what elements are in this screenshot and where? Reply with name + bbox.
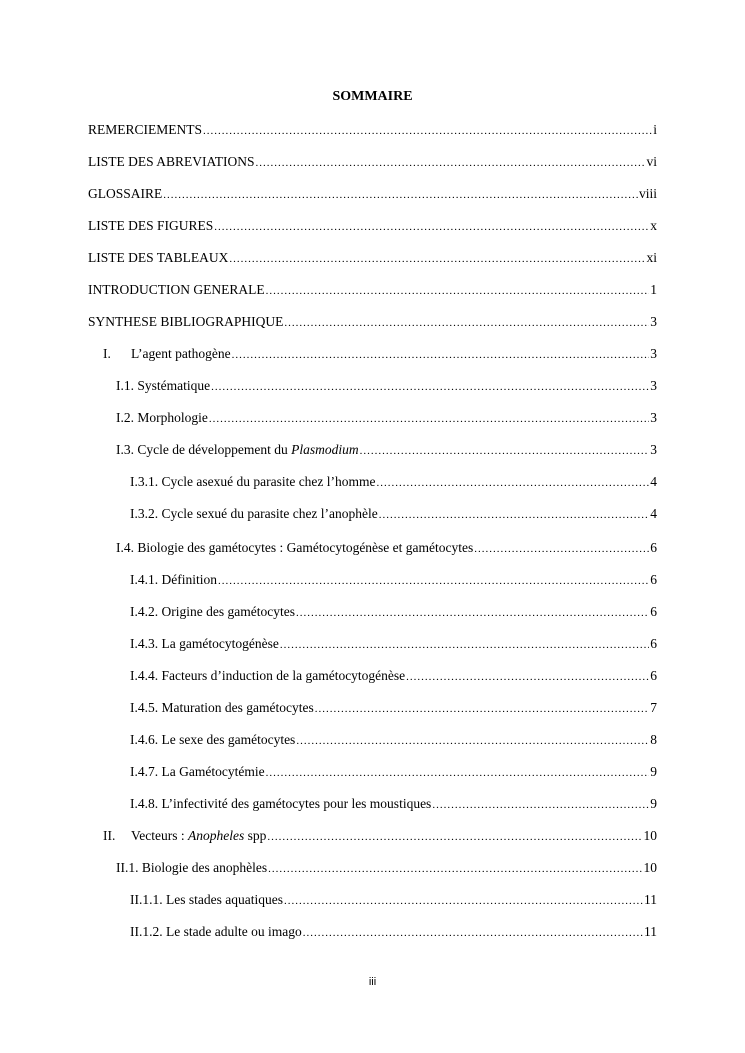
toc-entry-page-number: 11: [644, 892, 657, 907]
toc-entry-page-number: 4: [650, 474, 657, 489]
toc-entry[interactable]: [116, 441, 657, 459]
toc-entry-title: [130, 667, 405, 685]
dot-leader: [266, 282, 650, 300]
toc-entry-label: I.3.1. Cycle asexué du parasite chez l’homme: [130, 474, 376, 489]
toc-entry[interactable]: [130, 795, 657, 813]
dot-leader: [474, 540, 649, 558]
toc-entry[interactable]: [116, 539, 657, 557]
dot-leader: [296, 732, 649, 750]
toc-entry-page-number: 4: [650, 506, 657, 521]
toc-entry-title: [88, 281, 265, 299]
dot-leader: [163, 186, 638, 204]
toc-entry[interactable]: [130, 923, 657, 941]
dot-leader: [232, 346, 650, 364]
toc-entry-title: [130, 891, 283, 909]
toc-entry-page-number: 6: [650, 668, 657, 683]
toc-entry[interactable]: [130, 473, 657, 491]
toc-entry-page-number: 8: [650, 732, 657, 747]
dot-leader: [296, 604, 649, 622]
toc-entry[interactable]: [88, 217, 657, 235]
toc-entry-page-number: 10: [643, 860, 657, 875]
toc-entry-page-number: 10: [643, 828, 657, 843]
toc-entry[interactable]: [116, 377, 657, 395]
toc-entry-label: II.1.1. Les stades aquatiques: [130, 892, 283, 907]
toc-entry-label: I.4.5. Maturation des gamétocytes: [130, 700, 314, 715]
toc-entry-label: LISTE DES TABLEAUX: [88, 250, 229, 265]
toc-entry-label: L’agent pathogène: [131, 346, 231, 361]
toc-entry-number: II.: [103, 828, 116, 843]
toc-entry[interactable]: [130, 505, 657, 523]
dot-leader: [256, 154, 646, 172]
page-title: SOMMAIRE: [332, 89, 413, 104]
toc-entry[interactable]: [130, 635, 657, 653]
dot-leader: [267, 828, 642, 846]
dot-leader: [377, 474, 650, 492]
toc-entry-label: I.1. Systématique: [116, 378, 211, 393]
toc-entry-number: I.: [103, 346, 111, 361]
dot-leader: [209, 410, 649, 428]
toc-entry[interactable]: [130, 699, 657, 717]
toc-entry[interactable]: [130, 763, 657, 781]
toc-entry-label: I.4.4. Facteurs d’induction de la gamétocytogénèse: [130, 668, 406, 683]
toc-entry-label: INTRODUCTION GENERALE: [88, 282, 265, 297]
toc-entry-page-number: 9: [650, 796, 657, 811]
toc-entry-title: [88, 153, 255, 171]
toc-entry-title: [88, 121, 202, 139]
toc-entry-page-number: 6: [650, 604, 657, 619]
toc-entry[interactable]: [130, 891, 657, 909]
dot-leader: [284, 892, 643, 910]
toc-entry-title: [103, 827, 266, 845]
toc-entry-page-number: 3: [650, 346, 657, 361]
dot-leader: [229, 250, 645, 268]
toc-entry[interactable]: [103, 345, 657, 363]
toc-entry-title: [103, 345, 231, 363]
toc-entry-label: I.2. Morphologie: [116, 410, 208, 425]
toc-entry-title: [130, 635, 279, 653]
toc-entry[interactable]: [88, 249, 657, 267]
toc-entry-page-number: 1: [650, 282, 657, 297]
toc-entry-page-number: 7: [650, 700, 657, 715]
toc-entry-italic-term: Anopheles: [187, 828, 245, 843]
toc-entry-title: [130, 473, 376, 491]
toc-entry-title: [130, 731, 295, 749]
toc-entry-page-number: 11: [644, 924, 657, 939]
toc-entry[interactable]: [130, 667, 657, 685]
dot-leader: [280, 636, 649, 654]
toc-entry-label: I.3.2. Cycle sexué du parasite chez l’anophèle: [130, 506, 378, 521]
toc-entry[interactable]: [130, 571, 657, 589]
toc-entry-title: [130, 505, 378, 523]
toc-entry-title: [116, 377, 210, 395]
toc-entry-page-number: x: [650, 218, 657, 233]
dot-leader: [268, 860, 642, 878]
toc-entry-title: [116, 441, 359, 459]
toc-entry-page-number: 6: [650, 572, 657, 587]
dot-leader: [360, 442, 650, 460]
toc-entry-title: [130, 923, 302, 941]
dot-leader: [214, 218, 649, 236]
toc-entry-label: I.4.7. La Gamétocytémie: [130, 764, 265, 779]
toc-entry-label: SYNTHESE BIBLIOGRAPHIQUE: [88, 314, 284, 329]
toc-entry-label: I.4. Biologie des gamétocytes : Gamétocytogénèse et gamétocytes: [116, 540, 474, 555]
toc-entry-page-number: 3: [650, 378, 657, 393]
toc-entry-title: [88, 185, 162, 203]
toc-entry-title: [130, 763, 265, 781]
toc-entry-label: Vecteurs :: [131, 828, 188, 843]
toc-entry-page-number: 3: [650, 314, 657, 329]
toc-entry-label: I.4.2. Origine des gamétocytes: [130, 604, 295, 619]
toc-entry-label: LISTE DES ABREVIATIONS: [88, 154, 255, 169]
dot-leader: [266, 764, 650, 782]
dot-leader: [406, 668, 649, 686]
toc-entry-title: [88, 249, 228, 267]
toc-entry-page-number: 6: [650, 540, 657, 555]
toc-entry[interactable]: [88, 121, 657, 139]
toc-entry-title: [130, 603, 295, 621]
toc-entry-title: [130, 699, 314, 717]
dot-leader: [284, 314, 649, 332]
dot-leader: [315, 700, 650, 718]
toc-entry[interactable]: [88, 153, 657, 171]
toc-entry[interactable]: [116, 859, 657, 877]
dot-leader: [211, 378, 649, 396]
toc-entry-page-number: 3: [650, 442, 657, 457]
toc-entry[interactable]: [130, 603, 657, 621]
dot-leader: [379, 506, 649, 524]
dot-leader: [218, 572, 649, 590]
toc-entry-label: I.4.1. Définition: [130, 572, 217, 587]
toc-entry-title: [130, 571, 217, 589]
toc-entry-title: [130, 795, 431, 813]
toc-entry-label: LISTE DES FIGURES: [88, 218, 214, 233]
toc-entry-label: REMERCIEMENTS: [88, 122, 203, 137]
dot-leader: [203, 122, 652, 140]
toc-entry-page-number: vi: [646, 154, 657, 169]
toc-entry-title: [88, 313, 283, 331]
toc-entry-label: I.3. Cycle de développement du: [116, 442, 292, 457]
toc-entry-label: II.1. Biologie des anophèles: [116, 860, 268, 875]
toc-entry-title: [116, 859, 267, 877]
toc-entry[interactable]: [130, 731, 657, 749]
toc-entry-page-number: 9: [650, 764, 657, 779]
toc-entry-label: I.4.6. Le sexe des gamétocytes: [130, 732, 296, 747]
toc-entry-label: II.1.2. Le stade adulte ou imago: [130, 924, 302, 939]
toc-entry[interactable]: [88, 313, 657, 331]
toc-entry-label: GLOSSAIRE: [88, 186, 163, 201]
toc-entry-label: I.4.8. L’infectivité des gamétocytes pour les moustiques: [130, 796, 432, 811]
toc-entry[interactable]: [103, 827, 657, 845]
toc-entry-label: I.4.3. La gamétocytogénèse: [130, 636, 279, 651]
toc-entry-page-number: i: [653, 122, 657, 137]
toc-entry-italic-term: Plasmodium: [291, 442, 359, 457]
toc-entry[interactable]: [88, 185, 657, 203]
dot-leader: [432, 796, 649, 814]
dot-leader: [303, 924, 643, 942]
page-number: iii: [368, 976, 377, 988]
toc-entry-suffix: spp: [244, 828, 267, 843]
toc-entry-page-number: xi: [646, 250, 657, 265]
toc-entry[interactable]: [116, 409, 657, 427]
toc-entry-page-number: 6: [650, 636, 657, 651]
toc-entry-title: [116, 409, 208, 427]
toc-entry-page-number: viii: [638, 186, 657, 201]
toc-entry-title: [116, 539, 473, 557]
toc-entry[interactable]: [88, 281, 657, 299]
toc-entry-page-number: 3: [650, 410, 657, 425]
toc-entry-title: [88, 217, 213, 235]
